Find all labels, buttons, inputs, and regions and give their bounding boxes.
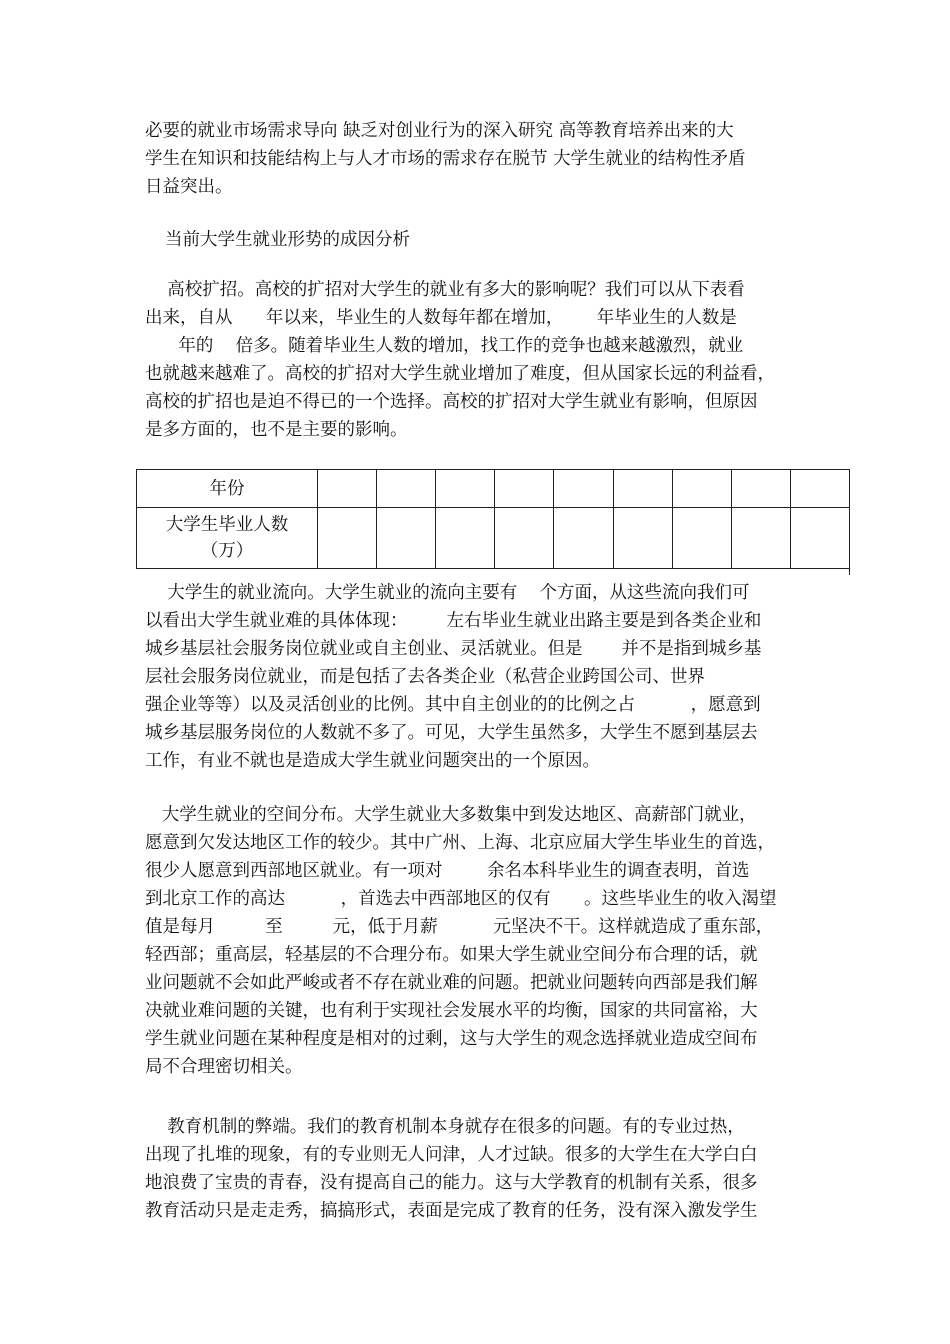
space-paragraph [145, 801, 810, 1081]
text-line: 大学生就业的空间分布。大学生就业大多数集中到发达地区、高薪部门就业， [145, 805, 757, 825]
table-cell [731, 470, 790, 508]
table-cell [790, 508, 849, 569]
table-cell [377, 508, 436, 569]
flow-paragraph [145, 579, 810, 775]
intro-paragraph [145, 117, 810, 201]
table-cell [318, 508, 377, 569]
table-cell [731, 508, 790, 569]
table-label-line: 大学生毕业人数 [165, 515, 289, 535]
text-line: 层社会服务岗位就业，而是包括了去各类企业（私营企业跨国公司、世界 [145, 667, 705, 687]
text-line: 教育活动只是走走秀，搞搞形式，表面是完成了教育的任务，没有深入激发学生 [145, 1201, 758, 1221]
table-edge [849, 469, 850, 575]
text-line: 日益突出。 [145, 177, 233, 197]
text-line: 愿意到欠发达地区工作的较少。其中广州、上海、北京应届大学生毕业生的首选， [145, 833, 775, 853]
table-cell [495, 470, 554, 508]
table-row-graduates [137, 508, 850, 569]
table-cell [790, 470, 849, 508]
table-cell [318, 470, 377, 508]
table-cell [377, 470, 436, 508]
text-line: 必要的就业市场需求导向 缺乏对创业行为的深入研究 高等教育培养出来的大 [145, 121, 734, 141]
table-cell [672, 508, 731, 569]
table-label-unit: （万） [200, 541, 254, 561]
text-line: 大学生的就业流向。大学生就业的流向主要有 个方面，从这些流向我们可 [145, 583, 750, 603]
table-cell [554, 508, 613, 569]
table-label-year: 年份 [137, 470, 318, 508]
text-line: 以看出大学生就业难的具体体现： 左右毕业生就业出路主要是到各类企业和 [145, 611, 762, 631]
text-line: 出现了扎堆的现象，有的专业则无人问津，人才过缺。很多的大学生在大学白白 [145, 1145, 758, 1165]
table-cell [613, 508, 672, 569]
text-line: 高校扩招。高校的扩招对大学生的就业有多大的影响呢？我们可以从下表看 [145, 280, 745, 300]
table-row-year [137, 470, 850, 508]
text-line: 业问题就不会如此严峻或者不存在就业难的问题。把就业问题转向西部是我们解 [145, 973, 758, 993]
expansion-paragraph [145, 276, 810, 444]
text-line: 高校的扩招也是迫不得已的一个选择。高校的扩招对大学生就业有影响，但原因 [145, 392, 758, 412]
text-line: 年的 倍多。随着毕业生人数的增加，找工作的竞争也越来越激烈，就业 [145, 336, 744, 356]
text-line: 是多方面的，也不是主要的影响。 [145, 420, 408, 440]
text-line: 地浪费了宝贵的青春，没有提高自己的能力。这与大学教育的机制有关系，很多 [145, 1173, 758, 1193]
text-line: 城乡基层社会服务岗位就业或自主创业、灵活就业。但是 并不是指到城乡基 [145, 639, 762, 659]
text-line: 轻西部；重高层，轻基层的不合理分布。如果大学生就业空间分布合理的话，就 [145, 945, 758, 965]
table-cell [554, 470, 613, 508]
table-cell [672, 470, 731, 508]
text-line: 也就越来越难了。高校的扩招对大学生就业增加了难度，但从国家长远的利益看， [145, 364, 775, 384]
text-line: 教育机制的弊端。我们的教育机制本身就存在很多的问题。有的专业过热， [145, 1117, 745, 1137]
table-label-graduates [137, 508, 318, 569]
table-cell [436, 508, 495, 569]
text-line: 决就业难问题的关键，也有利于实现社会发展水平的均衡，国家的共同富裕，大 [145, 1001, 758, 1021]
text-line: 城乡基层服务岗位的人数就不多了。可见，大学生虽然多，大学生不愿到基层去 [145, 723, 758, 743]
education-paragraph [145, 1113, 810, 1225]
graduates-table [136, 469, 850, 569]
text-line: 强企业等等）以及灵活创业的比例。其中自主创业的的比例之占 ，愿意到 [145, 695, 761, 715]
text-line: 学生就业问题在某种程度是相对的过剩，这与大学生的观念选择就业造成空间布 [145, 1029, 758, 1049]
text-line: 局不合理密切相关。 [145, 1057, 303, 1077]
section-heading: 当前大学生就业形势的成因分析 [165, 230, 410, 250]
text-line: 很少人愿意到西部地区就业。有一项对 余名本科毕业生的调查表明，首选 [145, 861, 750, 881]
text-line: 工作，有业不就也是造成大学生就业问题突出的一个原因。 [145, 751, 600, 771]
table-cell [613, 470, 672, 508]
text-line: 到北京工作的高达 ，首选去中西部地区的仅有 。这些毕业生的收入渴望 [145, 889, 777, 909]
table-cell [436, 470, 495, 508]
text-line: 出来，自从 年以来，毕业生的人数每年都在增加， 年毕业生的人数是 [145, 308, 737, 328]
table-cell [495, 508, 554, 569]
text-line: 值是每月 至 元，低于月薪 元坚决不干。这样就造成了重东部， [145, 917, 774, 937]
text-line: 学生在知识和技能结构上与人才市场的需求存在脱节 大学生就业的结构性矛盾 [145, 149, 746, 169]
